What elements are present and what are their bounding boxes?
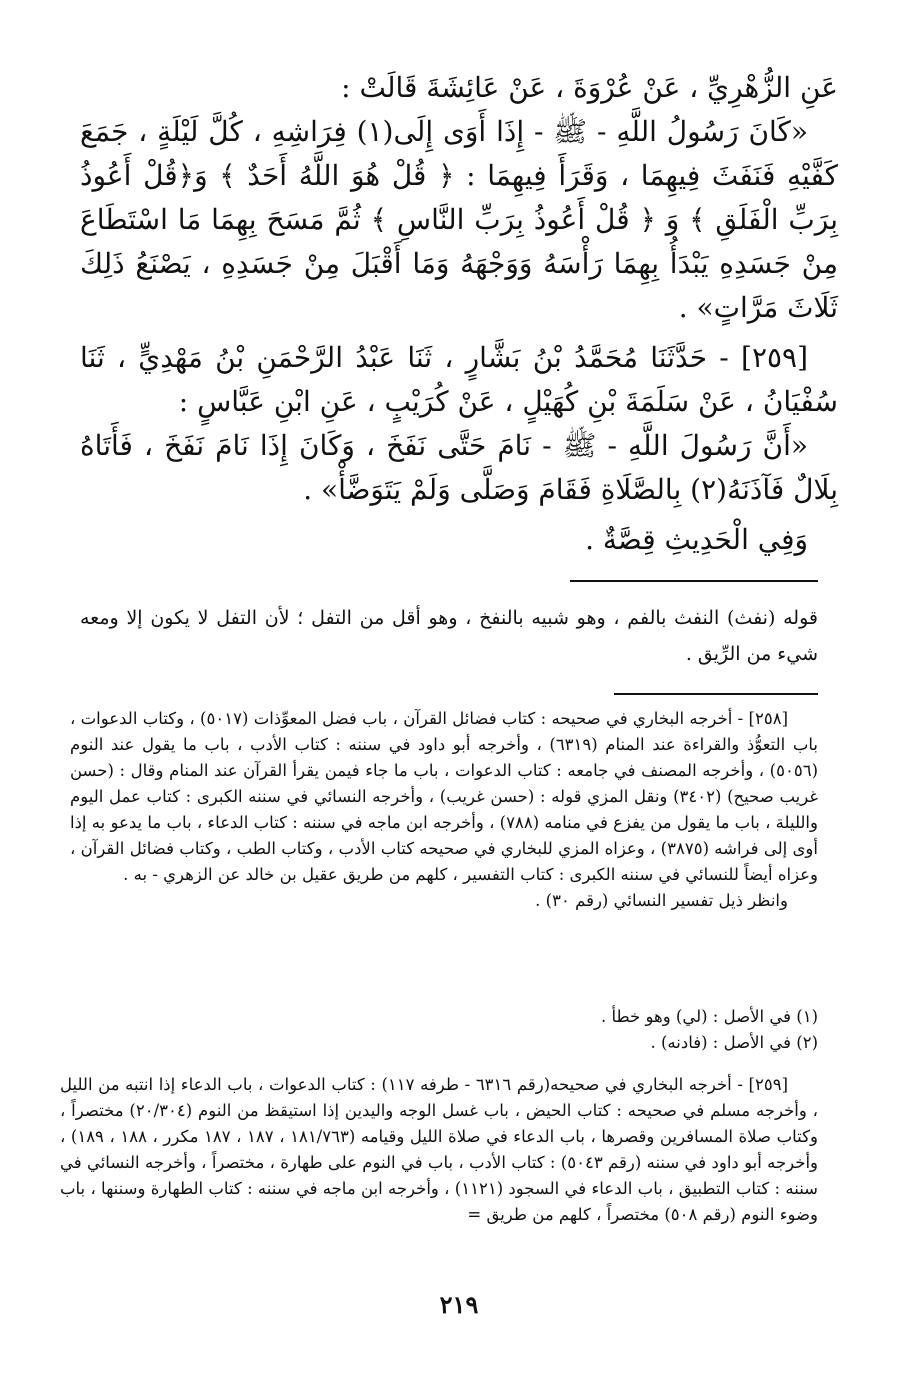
references-258-see-also: وانظر ذيل تفسير النسائي (رقم ٣٠) . (535, 891, 788, 910)
main-text (80, 66, 838, 562)
hadith-258-text: «كَانَ رَسُولُ اللَّهِ - ﷺ - إِذَا أَوَى إِلَى(١) فِرَاشِهِ ، كُلَّ لَيْلَةٍ ، جَمَعَ كَفَّيْهِ فَنَفَثَ فِيهِمَا ، وَقَرَأَ فِيهِمَا : ﴿ قُلْ هُوَ اللَّهُ أَحَدٌ ﴾ وَ﴿قُلْ أَعُوذُ بِرَبِّ الْفَلَقِ ﴾ وَ ﴿ قُلْ أَعُوذُ بِرَبِّ النَّاسِ ﴾ ثُمَّ مَسَحَ بِهِمَا مَا اسْتَطَاعَ مِنْ جَسَدِهِ يَبْدَأُ بِهِمَا رَأْسَهُ وَوَجْهَهُ وَمَا أَقْبَلَ مِنْ جَسَدِهِ ، يَصْنَعُ ذَلِكَ ثَلَاثَ مَرَّاتٍ» . (80, 115, 838, 324)
page-number: ٢١٩ (439, 1290, 479, 1319)
footnote-divider (570, 580, 818, 582)
footnotes (70, 1004, 818, 1056)
chain-line: عَنِ الزُّهْرِيِّ ، عَنْ عُرْوَةَ ، عَنْ عَائِشَةَ قَالَتْ : (341, 71, 838, 104)
footnote-1: (١) في الأصل : (لي) وهو خطأ . (600, 1007, 818, 1026)
hadith-259-text: «أَنَّ رَسُولَ اللَّهِ - ﷺ - نَامَ حَتَّى نَفَخَ ، وَكَانَ إِذَا نَامَ نَفَخَ ، فَأَتَاهُ بِلَالٌ فَآذَنَهُ(٢) بِالصَّلَاةِ فَقَامَ وَصَلَّى وَلَمْ يَتَوَضَّأْ» . (80, 429, 838, 506)
gloss-note (80, 600, 818, 672)
references-258-body: [٢٥٨] - أخرجه البخاري في صحيحه : كتاب فضائل القرآن ، باب فضل المعوِّذات (٥٠١٧) ، وكتاب الدعوات ، باب التعوُّذ والقراءة عند المنام (٦٣١٩) ، وأخرجه أبو داود في سننه : كتاب الأدب ، باب ما يقول عند النوم (٥٠٥٦) ، وأخرجه المصنف في جامعه : كتاب الدعوات ، باب ما جاء فيمن يقرأ القرآن عند المنام وقال : (حسن غريب صحيح) (٣٤٠٢) ونقل المزي قوله : (حسن غريب) ، وأخرجه النسائي في سننه الكبرى : كتاب عمل اليوم والليلة ، باب ما يقول من يفزع في منامه (٧٨٨) ، وأخرجه ابن ماجه في سننه : كتاب الدعاء ، باب ما يدعو به إذا أوى إلى فراشه (٣٨٧٥) ، وعزاه المزي للبخاري في صحيحه كتاب الأدب ، وكتاب الطب ، وكتاب فضائل القرآن ، وعزاه أيضاً للنسائي في سننه الكبرى : كتاب التفسير ، كلهم من طريق عقيل بن خالد عن الزهري - به . (70, 709, 819, 884)
references-258 (70, 706, 818, 914)
references-divider (614, 693, 818, 695)
footnote-2: (٢) في الأصل : (فادنه) . (650, 1033, 818, 1052)
references-259 (60, 1072, 818, 1228)
references-259-body: [٢٥٩] - أخرجه البخاري في صحيحه(رقم ٦٣١٦ - طرفه ١١٧) : كتاب الدعوات ، باب الدعاء إذا انتبه من الليل ، وأخرجه مسلم في صحيحه : كتاب الحيض ، باب غسل الوجه واليدين إذا استيقظ من النوم (٢٠/٣٠٤) مختصراً ، وكتاب صلاة المسافرين وقصرها ، باب الدعاء في صلاة الليل وقيامه (١٨١/٧٦٣ ، ١٨٧ ، ١٨٧ مكرر ، ١٨٨ ، ١٨٩) ، وأخرجه أبو داود في سننه (رقم ٥٠٤٣) : كتاب الأدب ، باب في النوم على طهارة ، مختصراً ، وأخرجه النسائي في سننه : كتاب التطبيق ، باب الدعاء في السجود (١١٢١) ، وأخرجه ابن ماجه في سننه : كتاب الطهارة وسننها ، باب وضوء النوم (رقم ٥٠٨) مختصراً ، كلهم من طريق = (60, 1075, 819, 1224)
gloss-text: قوله (نفث) النفث بالفم ، وهو شبيه بالنفخ ، وهو أقل من التفل ؛ لأن التفل لا يكون إلا ومعه شيء من الرِّيق . (80, 607, 818, 665)
story-note: وَفِي الْحَدِيثِ قِصَّةٌ . (585, 523, 808, 556)
isnad-259: [٢٥٩] - حَدَّثَنَا مُحَمَّدُ بْنُ بَشَّارٍ ، ثَنَا عَبْدُ الرَّحْمَنِ بْنُ مَهْدِيٍّ ، ثَنَا سُفْيَانُ ، عَنْ سَلَمَةَ بْنِ كُهَيْلٍ ، عَنْ كُرَيْبٍ ، عَنِ ابْنِ عَبَّاسٍ : (80, 341, 838, 418)
